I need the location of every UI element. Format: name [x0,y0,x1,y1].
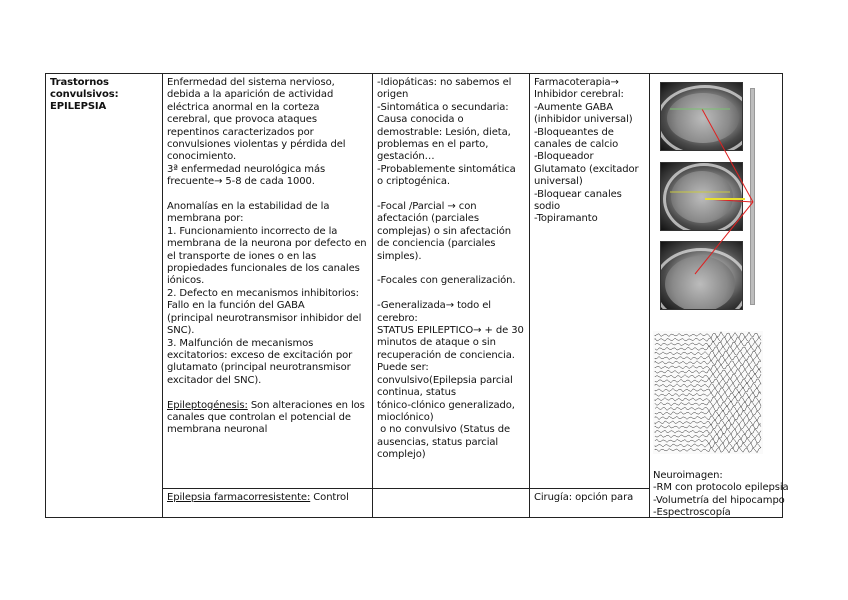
treatment-line: canales de calcio [534,139,619,151]
treatment-line: universal) [534,176,583,188]
types-line: -Focales con generalización. [377,275,516,287]
types-cell [373,74,530,489]
mri-annotation-arrows [650,74,782,334]
anomalies-line: excitatorios: exceso de excitación por [167,349,353,361]
types-block [377,77,525,189]
topic-title [50,77,158,113]
refractory-text: Control [310,492,349,503]
description-line: cerebral, que provoca ataques [167,114,317,126]
epileptogenesis-line [167,400,368,412]
types-line: o no convulsivo (Status de [377,424,511,436]
topic-cell [46,74,163,518]
anomalies-line: membrana por: [167,213,244,225]
epilepsy-notes-table [45,73,789,519]
treatment-line: sodio [534,201,561,213]
types-block [377,300,525,461]
types-line: origen [377,89,409,101]
types-line: ausencias, status parcial [377,436,499,448]
treatment-cell [530,74,650,489]
types-line: Puede ser: [377,362,429,374]
types-line: Causa conocida o [377,114,464,126]
description-paragraph [167,77,368,189]
types-block [377,275,525,287]
treatment-line: Farmacoterapia→ [534,77,619,88]
anomalies-line: el transporte de iones o en las [167,250,317,262]
types-line: convulsivo(Epilepsia parcial [377,374,513,386]
caption-line: -Espectroscopía [653,507,731,519]
surgery-text: Cirugía: opción para [534,492,634,503]
types-line: -Idiopáticas: no sabemos el [377,77,512,88]
treatment-line: -Bloqueador [534,151,594,163]
anomalies-line: Anomalías en la estabilidad de la [167,201,330,213]
eeg-trace-image [653,331,763,454]
anomalies-line: membrana de la neurona por defecto en [167,238,367,250]
imaging-cell [650,74,789,519]
description-line: Enfermedad del sistema nervioso, [167,77,335,88]
types-line: de conciencia (parciales [377,238,496,250]
types-line: recuperación de conciencia. [377,349,515,361]
imaging-figure [650,74,782,468]
caption-line: -Volumetría del hipocampo [653,494,785,506]
anomalies-line: 3. Malfunción de mecanismos [167,337,314,349]
anomalies-line: propiedades funcionales de los canales [167,263,360,275]
types-line: complejo) [377,449,426,461]
anomalies-line: Fallo en la función del GABA [167,300,305,312]
topic-title-line: EPILEPSIA [50,101,107,112]
types-line: o criptogénica. [377,176,450,188]
epileptogenesis-text: Son alteraciones en los [247,399,365,411]
epileptogenesis-paragraph [167,412,368,437]
description-line: 3ª enfermedad neurológica más [167,163,326,175]
types-block [377,201,525,263]
description-line: debida a la aparición de actividad [167,89,334,101]
empty-cell [373,489,530,518]
anomalies-line: SNC). [167,325,195,337]
imaging-caption [653,470,803,520]
types-line: tónico-clónico generalizado, [377,399,515,411]
description-cell [163,74,373,489]
treatment-line: Inhibidor cerebral: [534,89,624,101]
types-line: complejas) o sin afectación [377,225,512,237]
types-line: afectación (parciales [377,213,479,225]
anomalies-line: (principal neurotransmisor inhibidor del [167,312,362,324]
topic-title-line: Trastornos [50,77,109,88]
types-line: -Sintomática o secundaria: [377,101,509,113]
refractory-term: Epilepsia farmacorresistente: [167,492,311,503]
epileptogenesis-line: membrana neuronal [167,424,268,436]
description-line: repentinos caracterizados por [167,126,314,138]
types-line: cerebro: [377,312,418,324]
epileptogenesis-term: Epileptogénesis: [167,399,248,411]
types-line: continua, status [377,387,456,399]
anomalies-paragraph [167,201,368,387]
treatment-line: -Bloquear canales [534,188,622,200]
surgery-cell [530,489,650,518]
topic-title-line: convulsivos: [50,89,119,100]
types-line: minutos de ataque o sin [377,337,496,349]
description-line: conocimiento. [167,151,237,163]
types-line: demostrable: Lesión, dieta, [377,126,511,138]
description-line: convulsiones violentas y pérdida del [167,139,346,151]
treatment-line: Glutamato (excitador [534,163,639,175]
types-line: -Generalizada→ todo el [377,300,491,312]
description-line: eléctrica anormal en la corteza [167,101,320,113]
description-line: frecuente→ 5-8 de cada 1000. [167,176,315,188]
caption-line: Neuroimagen: [653,470,723,481]
types-line: -Focal /Parcial → con [377,201,477,213]
types-line: problemas en el parto, [377,139,489,151]
anomalies-line: 2. Defecto en mecanismos inhibitorios: [167,287,359,299]
treatment-line: -Bloqueantes de [534,126,614,138]
caption-line: -RM con protocolo epilepsia [653,482,789,494]
anomalies-line: 1. Funcionamiento incorrecto de la [167,225,338,237]
treatment-list [534,77,645,226]
treatment-line: (inhibidor universal) [534,114,633,126]
epileptogenesis-line: canales que controlan el potencial de [167,411,351,423]
anomalies-line: excitador del SNC). [167,374,262,386]
treatment-line: -Aumente GABA [534,101,614,113]
types-line: STATUS EPILEPTICO→ + de 30 [377,325,524,337]
treatment-line: -Topiramanto [534,213,598,225]
types-line: simples). [377,250,422,262]
types-line: gestación… [377,151,435,163]
refractory-cell [163,489,373,518]
anomalies-line: iónicos. [167,275,205,287]
table-row [46,74,783,489]
types-line: mioclónico) [377,411,434,423]
anomalies-line: glutamato (principal neurotransmisor [167,362,351,374]
types-line: -Probablemente sintomática [377,163,516,175]
